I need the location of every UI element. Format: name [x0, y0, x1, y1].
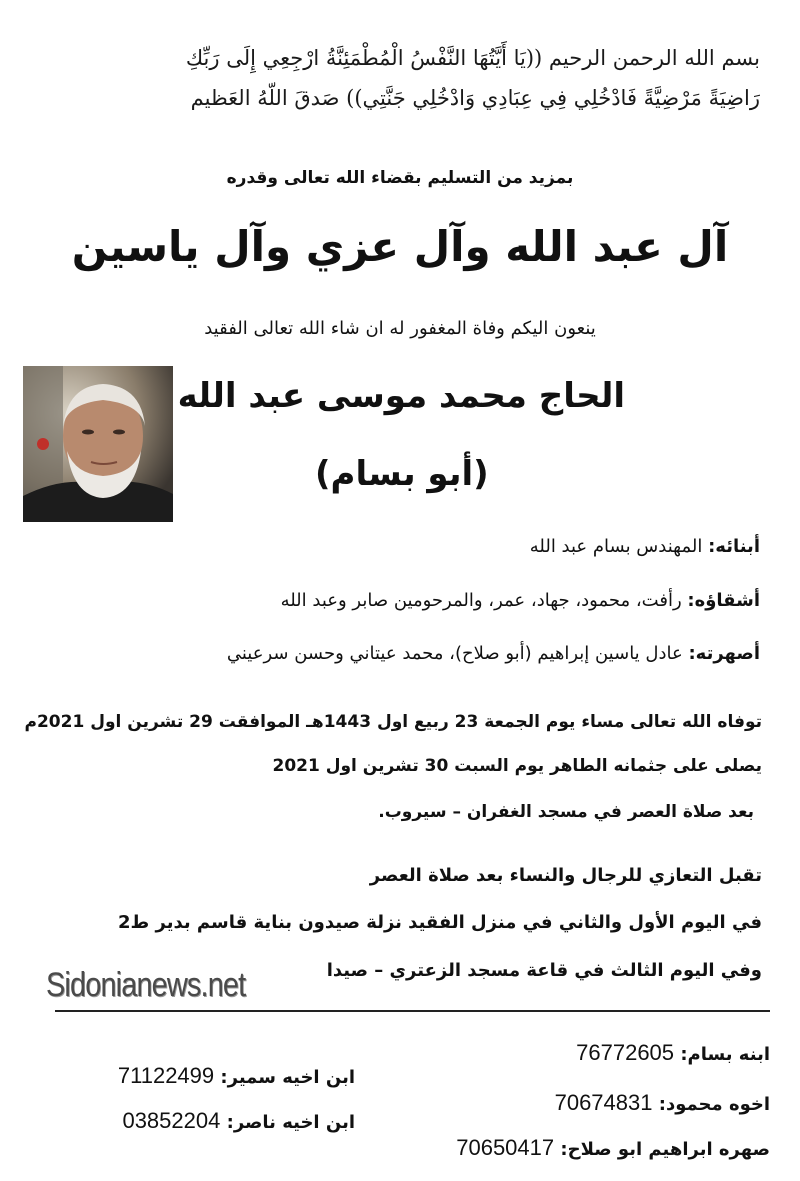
- deceased-nickname: (أبو بسام): [315, 454, 489, 494]
- contact-label: اخوه محمود:: [658, 1094, 770, 1115]
- quran-line-1: بسم الله الرحمن الرحيم ((يَا أَيَّتُهَا النَّفْسُ الْمُطْمَئِنَّةُ ارْجِعِي إِلَى رَبِّكِ: [185, 46, 760, 70]
- deceased-photo: [23, 366, 173, 522]
- contact-label: ابن اخيه ناصر:: [226, 1112, 355, 1133]
- relative-value: المهندس بسام عبد الله: [529, 536, 703, 557]
- relative-row-inlaws: [227, 643, 760, 664]
- contact-number: 76772605: [576, 1040, 675, 1065]
- contact-inlaw: [456, 1135, 770, 1161]
- deceased-name: الحاج محمد موسى عبد الله: [177, 376, 625, 416]
- contact-son: [576, 1040, 770, 1066]
- site-watermark: Sidonianews.net: [46, 966, 246, 1004]
- contact-number: 70650417: [456, 1135, 555, 1160]
- relative-row-sons: [530, 536, 760, 557]
- relative-label: أبنائه:: [708, 536, 760, 557]
- contact-label: ابن اخيه سمير:: [220, 1067, 355, 1088]
- families-heading: آل عبد الله وآل عزي وآل ياسين: [71, 222, 729, 271]
- portrait-icon: [23, 366, 173, 522]
- contact-number: 70674831: [554, 1090, 653, 1115]
- divider: [55, 1010, 770, 1012]
- contact-nephew-samir: [118, 1063, 355, 1089]
- relative-value: رأفت، محمود، جهاد، عمر، والمرحومين صابر وعبد الله: [280, 590, 682, 611]
- relative-row-brothers: [281, 590, 760, 611]
- relative-label: أصهرته:: [688, 643, 760, 664]
- condolence-line-1: تقبل التعازي للرجال والنساء بعد صلاة العصر: [369, 865, 762, 886]
- contact-label: صهره ابراهيم ابو صلاح:: [560, 1139, 770, 1160]
- relative-value: عادل ياسين إبراهيم (أبو صلاح)، محمد عيتاني وحسن سرعيني: [226, 643, 683, 664]
- contact-nephew-nasser: [122, 1108, 355, 1134]
- condolence-line-2: في اليوم الأول والثاني في منزل الفقيد نزلة صيدون بناية قاسم بدير ط2: [118, 912, 762, 933]
- prayer-line: يصلى على جثمانه الطاهر يوم السبت 30 تشرين اول 2021: [272, 756, 762, 776]
- announcement-line: ينعون اليكم وفاة المغفور له ان شاء الله تعالى الفقيد: [204, 318, 596, 339]
- contact-brother: [555, 1090, 770, 1116]
- death-date-line: توفاه الله تعالى مساء يوم الجمعة 23 ربيع اول 1443هـ الموافقت 29 تشرين اول 2021م: [24, 712, 762, 732]
- quran-verse: [30, 38, 760, 118]
- contact-number: 71122499: [117, 1063, 215, 1088]
- intro-line: بمزيد من التسليم بقضاء الله تعالى وقدره: [226, 168, 574, 188]
- contact-label: ابنه بسام:: [680, 1044, 770, 1065]
- after-prayer-line: بعد صلاة العصر في مسجد الغفران – سيروب.: [378, 802, 754, 822]
- contact-number: 03852204: [122, 1108, 221, 1133]
- quran-line-2: رَاضِيَةً مَرْضِيَّةً فَادْخُلِي فِي عِبَادِي وَادْخُلِي جَنَّتِي)) صَدقَ اللّهُ العَظيم: [190, 86, 760, 110]
- condolence-line-3: وفي اليوم الثالث في قاعة مسجد الزعتري – صيدا: [326, 960, 762, 981]
- relative-label: أشقاؤه:: [687, 590, 760, 611]
